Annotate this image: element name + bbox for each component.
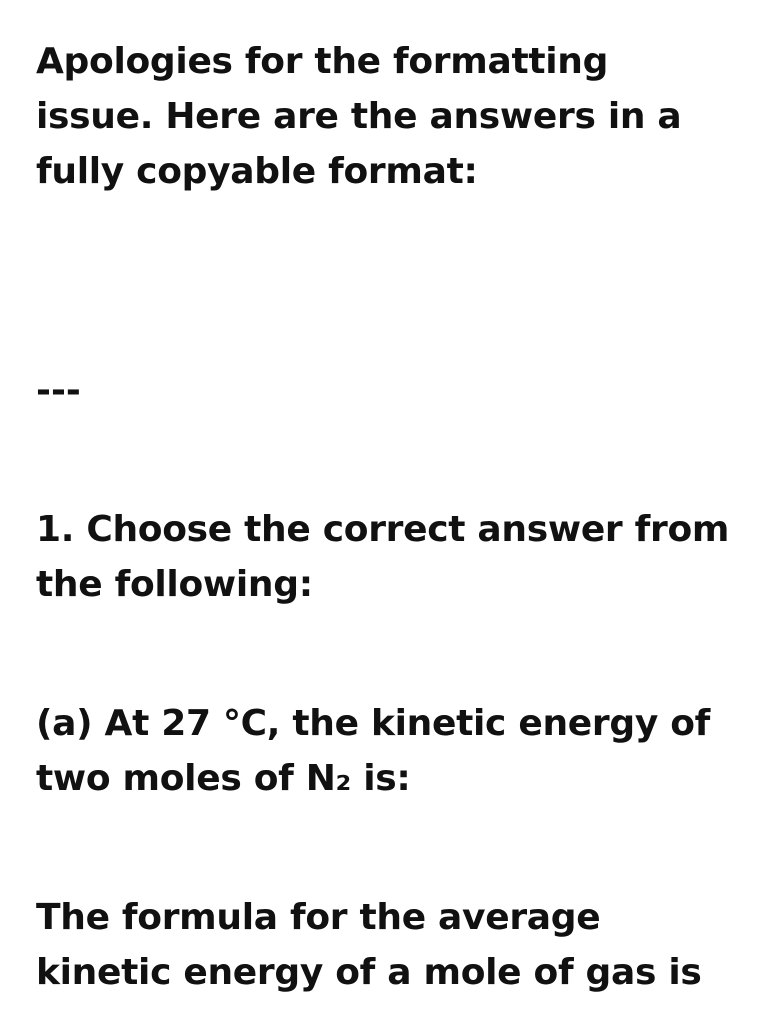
divider-text: --- bbox=[36, 370, 81, 411]
explanation-text: The formula for the average kinetic energy of a mole of gas is bbox=[36, 897, 702, 993]
question-heading: 1. Choose the correct answer from the following: bbox=[36, 509, 730, 605]
intro-text: Apologies for the formatting issue. Here are the answers in a fully copyable format: bbox=[36, 41, 682, 192]
question-part-a: (a) At 27 °C, the kinetic energy of two moles of N₂ is: bbox=[36, 703, 711, 799]
answer-document bbox=[36, 34, 736, 1000]
